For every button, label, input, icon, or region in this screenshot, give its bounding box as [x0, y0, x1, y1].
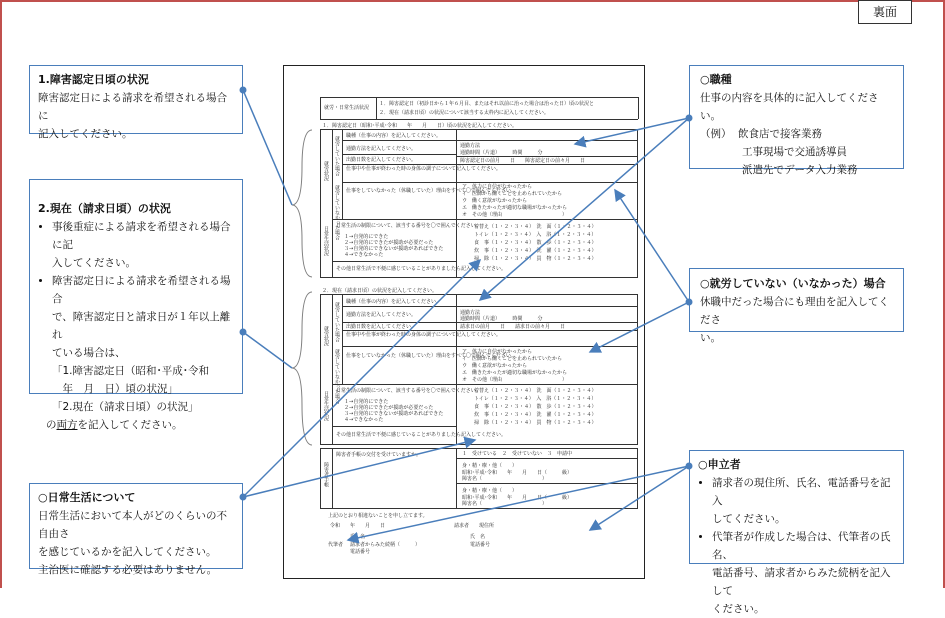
- form-s2-commute-method: 通勤方法: [460, 310, 481, 316]
- form-proxy: 代筆者: [328, 542, 344, 548]
- callout-onset-title: 1.障害認定日頃の状況: [38, 73, 149, 86]
- form-s2-nowork: 仕事をしていなかった（休職していた）理由をすべて〇で囲んでください。: [346, 353, 516, 359]
- form-s1-commute-time: 通勤時間（片道） 時間 分: [460, 150, 543, 156]
- form-s2-job: 職種（仕事の内容）を記入してください。: [346, 299, 442, 305]
- callout-occupation-example3: 派遣先でデータ入力業務: [742, 164, 858, 176]
- form-cert-options: １ 受けている ２ 受けていない ３ 申請中: [462, 451, 573, 457]
- form-s2-side-work: 就労状況: [323, 326, 329, 346]
- form-requester: 請求者 現住所: [454, 523, 495, 529]
- callout-current-title: 2.現在（請求日頃）の状況: [38, 202, 171, 215]
- callout-unemployed-line2: い。: [700, 332, 721, 344]
- form-s2-commute-time: 通勤時間（片道） 時間 分: [460, 316, 543, 322]
- form-s2-commute: 通勤方法を記入してください。: [346, 312, 417, 318]
- form-cert-type2: 身・精・療・他（ ）: [462, 488, 518, 494]
- form-s1-act-2: 食 事（１・２・３・４） 散 歩（１・２・３・４）: [474, 240, 597, 246]
- form-s1-days: 出勤日数を記入してください。: [346, 157, 417, 163]
- form-s2-reason-3: エ 働きたかったが適切な職場がなかったから: [462, 370, 568, 376]
- form-cert-type: 身・精・療・他（ ）: [462, 463, 518, 469]
- callout-applicant-title: ○申立者: [698, 458, 741, 471]
- form-s2-scale-1: ２→自発的にできたが援助が必要だった: [344, 405, 434, 411]
- form-s2-act-0: 着替え（１・２・３・４） 洗 面（１・２・３・４）: [474, 388, 597, 394]
- form-s1-act-4: 掃 除（１・２・３・４） 買 物（１・２・３・４）: [474, 256, 597, 262]
- form-name-line: 氏 名: [470, 534, 486, 540]
- connector-unemployed-1: [615, 190, 689, 302]
- connector-occupation-1: [575, 118, 689, 144]
- form-cert-name2: 障害名（ ）: [462, 501, 548, 507]
- connector-daily-2: [243, 440, 475, 497]
- form-s2-reason-1: イ 医師から働くことを止められていたから: [462, 356, 563, 362]
- callout-occupation-title: ○職種: [700, 73, 732, 86]
- form-s2-act-2: 食 事（１・２・３・４） 散 歩（１・２・３・４）: [474, 404, 597, 410]
- form-s1-commute: 通勤方法を記入してください。: [346, 146, 417, 152]
- form-header-text1: １．障害認定日（初診日から１年６月目、またはそれ以前に治った場合は治った日）頃の状況と: [379, 101, 595, 107]
- form-header-text2: ２．現在（請求日頃）の状況について該当する太枠内に記入してください。: [379, 110, 549, 116]
- form-cert-date2: 昭和･平成･令和 年 月 日（ 級）: [462, 495, 573, 501]
- form-s2-other: その他日常生活で不便に感じていることがありましたら記入してください。: [336, 432, 507, 438]
- form-s1-reason-0: ア 体力に自信がなかったから: [462, 184, 533, 190]
- bracket-s2: [292, 292, 312, 445]
- callout-daily-line3: 主治医に確認する必要はありません。: [38, 564, 218, 576]
- bracket-s1: [292, 130, 312, 277]
- callout-applicant-bullet2: • 代筆者が作成した場合は、代筆者の氏名、 電話番号、請求者からみた続柄を記入して ください。: [712, 528, 895, 618]
- form-cert-side: 障害者手帳: [323, 462, 329, 487]
- form-s2-act-1: トイレ（１・２・３・４） 入 浴（１・２・３・４）: [474, 396, 597, 402]
- form-s1-act-1: トイレ（１・２・３・４） 入 浴（１・２・３・４）: [474, 232, 597, 238]
- callout-daily-line1: 日常生活において本人がどのくらいの不自由さ: [38, 510, 227, 540]
- callout-applicant-bullet1: • 請求者の現住所、氏名、電話番号を記入 してください。: [712, 474, 895, 528]
- connector-applicant-1: [348, 466, 689, 540]
- callout-occupation-example2: 工事現場で交通誘導員: [742, 146, 847, 158]
- connector-current: [243, 332, 292, 368]
- form-s1-commute-method: 通勤方法: [460, 143, 481, 149]
- form-s1-side-unemp: 就労していなかった場合: [334, 185, 340, 240]
- callout-current-quote1: 「1.障害認定日（昭和･平成･令和 年 月 日）頃の状況」: [52, 365, 210, 395]
- form-statement: 上記のとおり相違ないことを申し立てます。: [328, 513, 428, 519]
- callout-daily-title: ○日常生活について: [38, 491, 136, 504]
- form-s1-act-0: 着替え（１・２・３・４） 洗 面（１・２・３・４）: [474, 224, 597, 230]
- form-s1-days-value: 障害認定日の前月 日 障害認定日の前々月 日: [460, 158, 586, 164]
- form-s1-other: その他日常生活で不便に感じていることがありましたら記入してください。: [336, 266, 507, 272]
- form-proxy-phone: 電話番号: [350, 549, 371, 555]
- form-s2-scale-0: １→自発的にできた: [344, 399, 389, 405]
- form-s1-scale-3: ４→できなかった: [344, 252, 384, 258]
- form-s2-reason-2: ウ 働く意欲がなかったから: [462, 363, 528, 369]
- form-s2-act-4: 掃 除（１・２・３・４） 買 物（１・２・３・４）: [474, 420, 597, 426]
- form-s2-limits: 仕事中や仕事が終わった時の身体の調子について記入してください。: [346, 332, 501, 338]
- page-tag: 裏面: [858, 0, 912, 24]
- form-s2-reason-0: ア 体力に自信がなかったから: [462, 349, 533, 355]
- form-s2-act-3: 炊 事（１・２・３・４） 洗 濯（１・２・３・４）: [474, 412, 597, 418]
- connector-occupation-2: [480, 118, 689, 300]
- form-s1-act-3: 炊 事（１・２・３・４） 洗 濯（１・２・３・４）: [474, 248, 597, 254]
- callout-onset-line1: 障害認定日による請求を希望される場合に: [38, 92, 227, 122]
- callout-unemployed-title: ○就労していない（いなかった）場合: [700, 277, 886, 290]
- form-s1-side-emp: 就労していた場合: [334, 136, 340, 176]
- form-s1-life: 日常生活の制限について、該当する番号を〇で囲んでください。: [336, 223, 481, 229]
- form-s2-life: 日常生活の制限について、該当する番号を〇で囲んでください。: [336, 388, 481, 394]
- form-s1-side-work: 就労状況: [323, 161, 329, 181]
- form-s2-scale-3: ４→できなかった: [344, 417, 384, 423]
- connector-unemployed-2: [590, 302, 689, 352]
- form-s1-reason-4: オ その他（理由 ）: [462, 212, 568, 218]
- form-s1-title: １．障害認定日（昭和･平成･令和 年 月 日）頃の状況を記入してください。: [322, 123, 518, 129]
- form-s2-days-value: 請求日の前月 日 請求日の前々月 日: [460, 324, 566, 330]
- form-s2-scale-2: ３→自発的にできないが援助があればできた: [344, 411, 444, 417]
- form-header-label: 就労・日常生活状況: [324, 105, 370, 111]
- connector-applicant-2: [590, 466, 689, 530]
- form-s1-scale-1: ２→自発的にできたが援助が必要だった: [344, 240, 434, 246]
- form-s1-reason-1: イ 医師から働くことを止められていたから: [462, 191, 563, 197]
- form-s2-days: 出勤日数を記入してください。: [346, 324, 417, 330]
- callout-daily-line2: を感じているかを記入してください。: [38, 546, 217, 558]
- form-s1-job: 職種（仕事の内容）を記入してください。: [346, 133, 442, 139]
- form-s2-side-emp: 就労していた場合: [334, 302, 340, 342]
- form-s2-title: ２．現在（請求日頃）の状況を記入してください。: [322, 288, 438, 294]
- form-s1-side-life: 日常生活状況: [323, 226, 329, 256]
- callout-onset-line2: 記入してください。: [38, 128, 133, 140]
- form-cert-label: 障害者手帳の交付を受けていますか。: [336, 452, 422, 458]
- form-proxy-name: 氏 名: [350, 534, 366, 540]
- callout-occupation-example1: （例） 飲食店で接客業務: [700, 128, 822, 140]
- form-s1-nowork: 仕事をしていなかった（休職していた）理由をすべて〇で囲んでください。: [346, 188, 516, 194]
- form-s1-scale-2: ３→自発的にできないが援助があればできた: [344, 246, 444, 252]
- form-cert-date: 昭和･平成･令和 年 月 日（ 級）: [462, 470, 573, 476]
- form-date-line: 令和 年 月 日: [330, 523, 386, 529]
- form-s2-side-unemp: 就労していなかった場合: [334, 349, 340, 404]
- form-s1-limits: 仕事中や仕事が終わった時の身体の調子について記入してください。: [346, 166, 501, 172]
- form-phone: 電話番号: [470, 542, 491, 548]
- form-proxy-relation: 請求者からみた続柄（ ）: [350, 542, 421, 548]
- callout-current-bullet1: • 事後重症による請求を希望される場合に記 入してください。: [52, 218, 234, 272]
- callout-unemployed-line1: 休職中だった場合にも理由を記入してくださ: [700, 296, 889, 326]
- callout-current-both: の両方を記入してください。: [46, 419, 183, 431]
- form-s2-side-life: 日常生活状況: [323, 391, 329, 421]
- callout-occupation-body: 仕事の内容を具体的に記入してください。: [700, 92, 879, 122]
- form-s2-reason-4: オ その他（理由 ）: [462, 377, 568, 383]
- form-s1-reason-2: ウ 働く意欲がなかったから: [462, 198, 528, 204]
- form-s1-reason-3: エ 働きたかったが適切な職場がなかったから: [462, 205, 568, 211]
- form-cert-name: 障害名（ ）: [462, 476, 548, 482]
- form-s1-scale-0: １→自発的にできた: [344, 234, 389, 240]
- connector-onset: [243, 90, 292, 205]
- connector-daily-1: [243, 260, 480, 497]
- callout-current-bullet2: • 障害認定日による請求を希望される場合 で、障害認定日と請求日が１年以上離れ ている場合は、: [52, 272, 234, 362]
- callout-current-quote2: 「2.現在（請求日頃）の状況」: [52, 401, 199, 413]
